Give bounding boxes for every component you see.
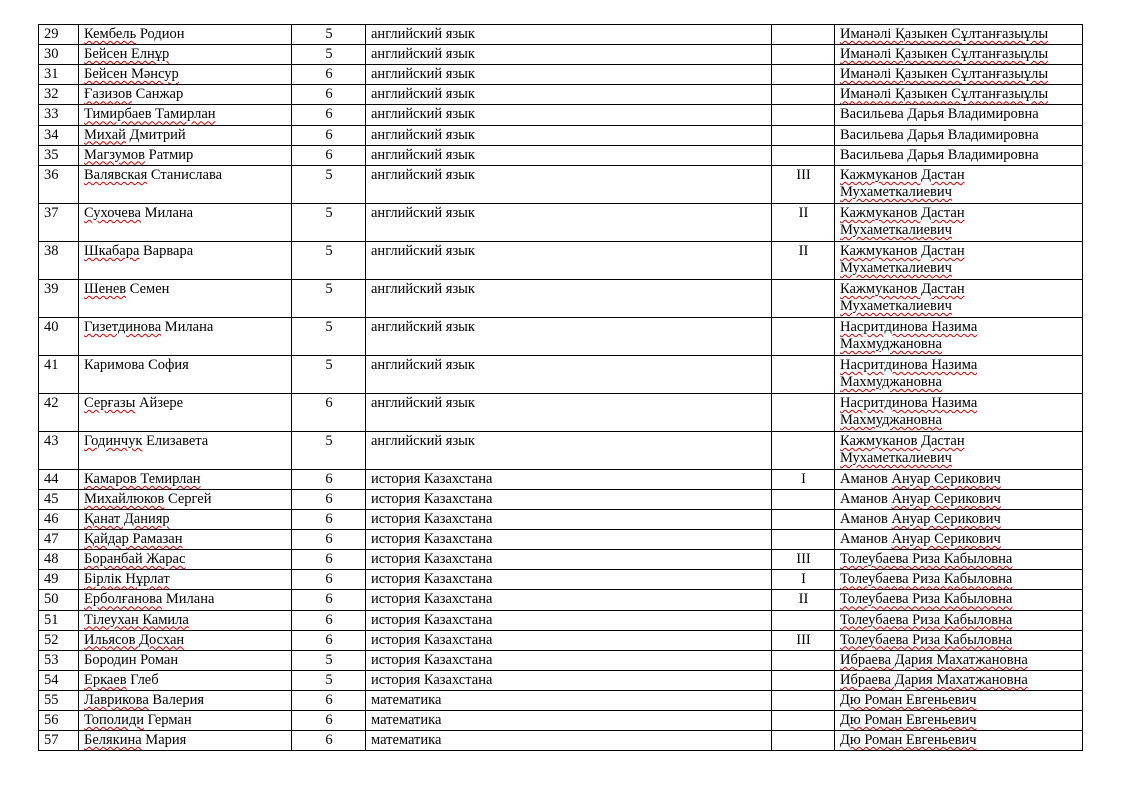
row-number: 36	[39, 165, 79, 203]
teacher-text	[840, 591, 1078, 608]
spellcheck-underline: Бейсен Елнұр	[84, 46, 170, 63]
participant-name	[79, 105, 292, 125]
participant-name	[79, 65, 292, 85]
spellcheck-underline: Насритдинова Назима Махмуджановна	[840, 318, 978, 352]
spellcheck-underline: Бейсен Мәнсур	[84, 66, 179, 83]
subject-cell: английский язык	[366, 355, 772, 393]
row-number: 55	[39, 690, 79, 710]
spellcheck-underline: Шенев	[84, 280, 127, 297]
grade-cell: 5	[292, 45, 366, 65]
spellcheck-underline: Михайлюков	[84, 490, 165, 507]
spellcheck-underline: Магзумов	[84, 146, 146, 163]
place-cell: III	[772, 630, 835, 650]
place-cell	[772, 530, 835, 550]
subject-cell: английский язык	[366, 45, 772, 65]
teacher-text: Аманов Ануар Серикович	[840, 470, 1001, 487]
place-cell	[772, 690, 835, 710]
spellcheck-underline: Серғазы	[84, 394, 136, 411]
spellcheck-underline: Михай	[84, 126, 126, 143]
place-cell	[772, 45, 835, 65]
teacher-name	[835, 241, 1083, 279]
table-row	[39, 670, 1083, 690]
table-row	[39, 45, 1083, 65]
teacher-name	[835, 393, 1083, 431]
subject-cell: английский язык	[366, 279, 772, 317]
grade-cell: 6	[292, 590, 366, 610]
spellcheck-underline: Валявская	[84, 166, 148, 183]
grade-cell: 6	[292, 65, 366, 85]
spellcheck-underline: Ибраева Дария Махатжановна	[840, 651, 1028, 668]
participant-name: Гизетдинова Милана	[79, 317, 292, 355]
table-row	[39, 393, 1083, 431]
place-cell: II	[772, 203, 835, 241]
spellcheck-underline: Ильясов Досхан	[84, 631, 185, 648]
table-row	[39, 431, 1083, 469]
teacher-text	[840, 66, 1078, 83]
grade-cell: 5	[292, 650, 366, 670]
spellcheck-underline: Қайдар Рамазан	[84, 531, 183, 548]
participant-name	[79, 570, 292, 590]
teacher-name	[835, 711, 1083, 731]
spellcheck-underline: Шкабара	[84, 242, 140, 259]
place-cell	[772, 355, 835, 393]
row-number: 35	[39, 145, 79, 165]
teacher-name	[835, 355, 1083, 393]
teacher-name	[835, 489, 1083, 509]
subject-cell: история Казахстана	[366, 550, 772, 570]
place-cell	[772, 431, 835, 469]
participant-name: Белякина Мария	[79, 731, 292, 751]
spellcheck-underline: Тополиди	[84, 712, 144, 729]
teacher-name	[835, 165, 1083, 203]
spellcheck-underline: Иманәлі Қазыкен Сұлтанғазыұлы	[840, 46, 1049, 63]
spellcheck-underline: Ануар Серикович	[891, 470, 1001, 487]
teacher-text	[840, 243, 1078, 277]
place-cell: II	[772, 241, 835, 279]
teacher-text	[840, 672, 1078, 689]
teacher-name	[835, 670, 1083, 690]
subject-cell: английский язык	[366, 85, 772, 105]
grade-cell: 6	[292, 570, 366, 590]
row-number: 57	[39, 731, 79, 751]
place-cell	[772, 489, 835, 509]
place-cell	[772, 317, 835, 355]
row-number: 37	[39, 203, 79, 241]
teacher-name	[835, 203, 1083, 241]
grade-cell: 6	[292, 630, 366, 650]
grade-cell: 5	[292, 279, 366, 317]
participant-name	[79, 509, 292, 529]
grade-cell: 5	[292, 25, 366, 45]
spellcheck-underline: Насритдинова Назима Махмуджановна	[840, 394, 978, 428]
table-row	[39, 65, 1083, 85]
spellcheck-underline: Еркаев	[84, 671, 127, 688]
teacher-name	[835, 25, 1083, 45]
subject-cell: английский язык	[366, 105, 772, 125]
table-row	[39, 590, 1083, 610]
table-row	[39, 610, 1083, 630]
place-cell: III	[772, 550, 835, 570]
spellcheck-underline: Ғазизов	[84, 86, 133, 103]
participant-name: Еркаев Глеб	[79, 670, 292, 690]
table-row	[39, 355, 1083, 393]
subject-cell: английский язык	[366, 25, 772, 45]
table-row	[39, 731, 1083, 751]
table-row	[39, 85, 1083, 105]
teacher-name	[835, 690, 1083, 710]
row-number: 45	[39, 489, 79, 509]
subject-cell: история Казахстана	[366, 509, 772, 529]
subject-cell: история Казахстана	[366, 489, 772, 509]
teacher-text	[840, 46, 1078, 63]
subject-cell: английский язык	[366, 165, 772, 203]
spellcheck-underline: Дю Роман Евгеньевич	[840, 732, 977, 749]
spellcheck-underline: Годинчук	[84, 432, 143, 449]
place-cell	[772, 650, 835, 670]
teacher-name	[835, 610, 1083, 630]
teacher-text	[840, 205, 1078, 239]
subject-cell: история Казахстана	[366, 670, 772, 690]
place-cell	[772, 85, 835, 105]
table-row	[39, 650, 1083, 670]
subject-cell: история Казахстана	[366, 570, 772, 590]
grade-cell: 6	[292, 509, 366, 529]
spellcheck-underline: Ерболғанова	[84, 591, 163, 608]
table-row	[39, 279, 1083, 317]
participant-name: Ғазизов Санжар	[79, 85, 292, 105]
grade-cell: 6	[292, 469, 366, 489]
subject-cell: математика	[366, 711, 772, 731]
teacher-name	[835, 630, 1083, 650]
place-cell	[772, 393, 835, 431]
teacher-text: Аманов Ануар Серикович	[840, 531, 1001, 548]
spellcheck-underline: Қанат Данияр	[84, 510, 170, 527]
spellcheck-underline: Тимирбаев Тамирлан	[84, 106, 216, 123]
grade-cell: 6	[292, 145, 366, 165]
grade-cell: 6	[292, 393, 366, 431]
table-row	[39, 25, 1083, 45]
spellcheck-underline: Лаврикова	[84, 691, 149, 708]
table-row	[39, 165, 1083, 203]
teacher-text	[840, 732, 1078, 749]
teacher-name	[835, 469, 1083, 489]
subject-cell: история Казахстана	[366, 610, 772, 630]
table-row	[39, 145, 1083, 165]
participant-name	[79, 610, 292, 630]
row-number: 32	[39, 85, 79, 105]
teacher-text	[840, 692, 1078, 709]
teacher-text	[840, 26, 1078, 43]
table-row	[39, 690, 1083, 710]
grade-cell: 5	[292, 431, 366, 469]
teacher-text	[840, 551, 1078, 568]
participant-name	[79, 530, 292, 550]
teacher-name	[835, 550, 1083, 570]
grade-cell: 6	[292, 610, 366, 630]
participant-name: Ерболғанова Милана	[79, 590, 292, 610]
teacher-name	[835, 431, 1083, 469]
teacher-text: Васильева Дарья Владимировна	[840, 126, 1039, 143]
spellcheck-underline: Толеубаева Риза Кабыловна	[840, 611, 1013, 628]
teacher-text	[840, 86, 1078, 103]
row-number: 48	[39, 550, 79, 570]
subject-cell: история Казахстана	[366, 530, 772, 550]
spellcheck-underline: Камаров Темирлан	[84, 470, 201, 487]
place-cell: I	[772, 570, 835, 590]
grade-cell: 6	[292, 690, 366, 710]
subject-cell: английский язык	[366, 393, 772, 431]
spellcheck-underline: Толеубаева Риза Кабыловна	[840, 571, 1013, 588]
place-cell: III	[772, 165, 835, 203]
table-row	[39, 550, 1083, 570]
row-number: 54	[39, 670, 79, 690]
row-number: 29	[39, 25, 79, 45]
place-cell	[772, 25, 835, 45]
table-row	[39, 203, 1083, 241]
spellcheck-underline: Бірлік Нұрлат	[84, 571, 170, 588]
place-cell	[772, 65, 835, 85]
spellcheck-underline: Ануар Серикович	[891, 531, 1001, 548]
grade-cell: 6	[292, 530, 366, 550]
subject-cell: история Казахстана	[366, 469, 772, 489]
grade-cell: 6	[292, 489, 366, 509]
place-cell	[772, 711, 835, 731]
teacher-text	[840, 652, 1078, 669]
row-number: 30	[39, 45, 79, 65]
participant-name: Шкабара Варвара	[79, 241, 292, 279]
grade-cell: 5	[292, 203, 366, 241]
spellcheck-underline: Толеубаева Риза Кабыловна	[840, 631, 1013, 648]
participant-name: Валявская Станислава	[79, 165, 292, 203]
spellcheck-underline: Сухочева	[84, 204, 141, 221]
row-number: 50	[39, 590, 79, 610]
place-cell: II	[772, 590, 835, 610]
subject-cell: математика	[366, 690, 772, 710]
table-row	[39, 570, 1083, 590]
spellcheck-underline: Кажмуканов Дастан Мухаметкалиевич	[840, 166, 965, 200]
teacher-name	[835, 85, 1083, 105]
teacher-name	[835, 125, 1083, 145]
teacher-name	[835, 145, 1083, 165]
table-row	[39, 489, 1083, 509]
participant-name: Годинчук Елизавета	[79, 431, 292, 469]
table-row	[39, 509, 1083, 529]
teacher-text	[840, 167, 1078, 201]
row-number: 52	[39, 630, 79, 650]
participant-name	[79, 550, 292, 570]
table-row	[39, 241, 1083, 279]
teacher-name	[835, 509, 1083, 529]
row-number: 31	[39, 65, 79, 85]
row-number: 42	[39, 393, 79, 431]
row-number: 53	[39, 650, 79, 670]
row-number: 34	[39, 125, 79, 145]
table-row	[39, 469, 1083, 489]
place-cell	[772, 125, 835, 145]
participant-name	[79, 469, 292, 489]
spellcheck-underline: Дю Роман Евгеньевич	[840, 691, 977, 708]
teacher-name	[835, 570, 1083, 590]
grade-cell: 5	[292, 670, 366, 690]
participants-table	[38, 24, 1083, 751]
teacher-text: Васильева Дарья Владимировна	[840, 106, 1039, 123]
participant-name: Шенев Семен	[79, 279, 292, 317]
spellcheck-underline: Гизетдинова	[84, 318, 162, 335]
participant-name: Лаврикова Валерия	[79, 690, 292, 710]
place-cell	[772, 145, 835, 165]
subject-cell: английский язык	[366, 125, 772, 145]
subject-cell: английский язык	[366, 145, 772, 165]
grade-cell: 6	[292, 711, 366, 731]
row-number: 41	[39, 355, 79, 393]
place-cell	[772, 610, 835, 630]
participant-name: Михайлюков Сергей	[79, 489, 292, 509]
participant-name: Тополиди Герман	[79, 711, 292, 731]
teacher-text: Васильева Дарья Владимировна	[840, 146, 1039, 163]
grade-cell: 6	[292, 105, 366, 125]
teacher-text	[840, 571, 1078, 588]
teacher-name	[835, 590, 1083, 610]
participant-name: Кембель Родион	[79, 25, 292, 45]
spellcheck-underline: Иманәлі Қазыкен Сұлтанғазыұлы	[840, 86, 1049, 103]
grade-cell: 5	[292, 165, 366, 203]
place-cell	[772, 731, 835, 751]
teacher-name	[835, 530, 1083, 550]
place-cell	[772, 279, 835, 317]
teacher-name	[835, 317, 1083, 355]
teacher-text	[840, 319, 1078, 353]
participant-name: Серғазы Айзере	[79, 393, 292, 431]
teacher-name	[835, 279, 1083, 317]
teacher-text	[840, 281, 1078, 315]
grade-cell: 5	[292, 355, 366, 393]
table-body	[39, 25, 1083, 751]
spellcheck-underline: Толеубаева Риза Кабыловна	[840, 591, 1013, 608]
subject-cell: английский язык	[366, 431, 772, 469]
teacher-name	[835, 650, 1083, 670]
participant-name	[79, 45, 292, 65]
spellcheck-underline: Кажмуканов Дастан Мухаметкалиевич	[840, 280, 965, 314]
spellcheck-underline: Боранбай Жарас	[84, 551, 186, 568]
spellcheck-underline: Насритдинова Назима Махмуджановна	[840, 356, 978, 390]
grade-cell: 6	[292, 550, 366, 570]
teacher-name	[835, 731, 1083, 751]
place-cell	[772, 509, 835, 529]
table-row	[39, 530, 1083, 550]
teacher-text	[840, 712, 1078, 729]
grade-cell: 5	[292, 317, 366, 355]
spellcheck-underline: Кажмуканов Дастан Мухаметкалиевич	[840, 204, 965, 238]
subject-cell: английский язык	[366, 203, 772, 241]
spellcheck-underline: Тілеухан Камила	[84, 611, 189, 628]
subject-cell: история Казахстана	[366, 630, 772, 650]
participant-name: Михай Дмитрий	[79, 125, 292, 145]
subject-cell: математика	[366, 731, 772, 751]
participant-name: Сухочева Милана	[79, 203, 292, 241]
table-row	[39, 630, 1083, 650]
table-row	[39, 125, 1083, 145]
spellcheck-underline: Толеубаева Риза Кабыловна	[840, 551, 1013, 568]
participant-name: Магзумов Ратмир	[79, 145, 292, 165]
grade-cell: 6	[292, 85, 366, 105]
spellcheck-underline: Иманәлі Қазыкен Сұлтанғазыұлы	[840, 26, 1049, 42]
row-number: 33	[39, 105, 79, 125]
participant-name	[79, 630, 292, 650]
grade-cell: 5	[292, 241, 366, 279]
teacher-name	[835, 105, 1083, 125]
teacher-text	[840, 357, 1078, 391]
place-cell	[772, 105, 835, 125]
teacher-name	[835, 65, 1083, 85]
participant-name: Бородин Роман	[79, 650, 292, 670]
spellcheck-underline: Ануар Серикович	[891, 510, 1001, 527]
row-number: 38	[39, 241, 79, 279]
teacher-text	[840, 395, 1078, 429]
teacher-text	[840, 632, 1078, 649]
subject-cell: английский язык	[366, 65, 772, 85]
subject-cell: английский язык	[366, 317, 772, 355]
table-row	[39, 711, 1083, 731]
spellcheck-underline: Иманәлі Қазыкен Сұлтанғазыұлы	[840, 66, 1049, 83]
place-cell: I	[772, 469, 835, 489]
teacher-text: Аманов Ануар Серикович	[840, 490, 1001, 507]
row-number: 49	[39, 570, 79, 590]
document-page	[0, 24, 1128, 786]
grade-cell: 6	[292, 125, 366, 145]
participant-name: Каримова София	[79, 355, 292, 393]
spellcheck-underline: Кажмуканов Дастан Мухаметкалиевич	[840, 432, 965, 466]
subject-cell: английский язык	[366, 241, 772, 279]
row-number: 40	[39, 317, 79, 355]
teacher-name	[835, 45, 1083, 65]
row-number: 51	[39, 610, 79, 630]
row-number: 43	[39, 431, 79, 469]
row-number: 39	[39, 279, 79, 317]
spellcheck-underline: Кажмуканов Дастан Мухаметкалиевич	[840, 242, 965, 276]
subject-cell: история Казахстана	[366, 650, 772, 670]
row-number: 46	[39, 509, 79, 529]
spellcheck-underline: Ибраева Дария Махатжановна	[840, 671, 1028, 688]
table-row	[39, 105, 1083, 125]
row-number: 47	[39, 530, 79, 550]
place-cell	[772, 670, 835, 690]
spellcheck-underline: Белякина	[84, 732, 142, 749]
spellcheck-underline: Кембель	[84, 26, 137, 42]
spellcheck-underline: Ануар Серикович	[891, 490, 1001, 507]
table-row	[39, 317, 1083, 355]
row-number: 44	[39, 469, 79, 489]
spellcheck-underline: Дю Роман Евгеньевич	[840, 712, 977, 729]
grade-cell: 6	[292, 731, 366, 751]
teacher-text: Аманов Ануар Серикович	[840, 510, 1001, 527]
teacher-text	[840, 612, 1078, 629]
subject-cell: история Казахстана	[366, 590, 772, 610]
teacher-text	[840, 433, 1078, 467]
row-number: 56	[39, 711, 79, 731]
